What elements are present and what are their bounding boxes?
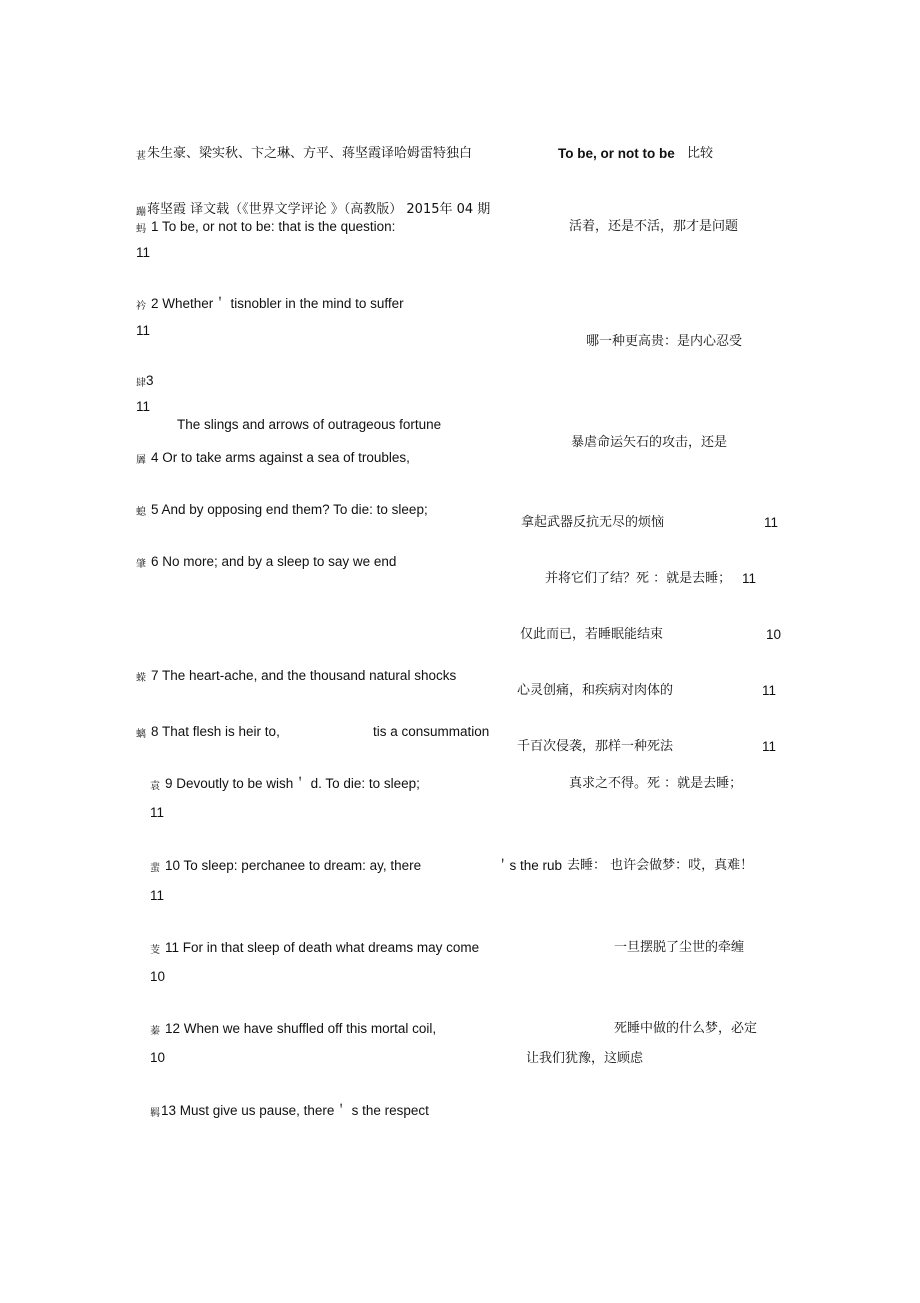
english-line: 2 Whether＇ tisnobler in the mind to suffer	[151, 296, 404, 311]
document-title: 朱生豪、梁实秋、卞之琳、方平、蒋坚霞译哈姆雷特独白	[147, 146, 473, 161]
syllable-count: 11	[762, 683, 777, 698]
syllable-count: 10	[150, 969, 166, 984]
margin-mark: 葚	[136, 151, 146, 162]
english-line: 11 For in that sleep of death what dreams may come	[165, 940, 480, 955]
margin-mark: 蝾	[136, 673, 146, 684]
english-line: 7 The heart-ache, and the thousand natural shocks	[151, 668, 457, 683]
compare-title-en: To be, or not to be	[558, 146, 675, 161]
margin-mark: 蓁	[150, 1026, 160, 1037]
source-citation: 蒋坚霞 译文载（《世界文学评论 》（高教版） 2015年 04 期	[147, 202, 491, 217]
chinese-line: 一旦摆脱了尘世的牵缠	[614, 940, 745, 955]
margin-mark: 肇	[136, 559, 146, 570]
margin-mark: 螅	[136, 507, 146, 518]
english-line: 10 To sleep: perchanee to dream: ay, there	[165, 858, 422, 873]
chinese-line: 仅此而已，若睡眠能结束	[520, 627, 664, 642]
chinese-line: 千百次侵袭，那样一种死法	[517, 739, 674, 754]
chinese-line: 拿起武器反抗无尽的烦恼	[521, 515, 665, 530]
syllable-count: 10	[766, 627, 782, 642]
margin-mark: 蜚	[150, 863, 160, 874]
english-line: 5 And by opposing end them? To die: to sleep;	[151, 502, 428, 517]
english-line-number: 3	[146, 373, 154, 388]
syllable-count: 11	[136, 399, 151, 414]
syllable-count: 11	[742, 571, 757, 586]
syllable-count: 11	[150, 805, 165, 820]
syllable-count: 11	[762, 739, 777, 754]
margin-mark: 衿	[136, 301, 146, 312]
english-line: 8 That flesh is heir to,	[151, 724, 280, 739]
english-line: 4 Or to take arms against a sea of troubles,	[151, 450, 410, 465]
english-line: 1 To be, or not to be: that is the question:	[151, 219, 396, 234]
margin-mark: 蹦	[136, 207, 146, 218]
syllable-count: 11	[150, 888, 165, 903]
english-line: 9 Devoutly to be wish＇ d. To die: to sleep;	[165, 776, 420, 791]
margin-mark: 袁	[150, 781, 160, 792]
margin-mark: 螭	[136, 729, 146, 740]
chinese-line: 让我们犹豫，这顾虑	[526, 1051, 644, 1066]
chinese-line: 暴虐命运矢石的攻击，还是	[571, 435, 728, 450]
syllable-count: 10	[150, 1050, 166, 1065]
english-line: The slings and arrows of outrageous fortune	[177, 417, 442, 432]
chinese-line: 并将它们了结？死 ：就是去睡；	[545, 571, 732, 586]
syllable-count: 11	[136, 245, 151, 260]
margin-mark: 羁	[150, 1108, 160, 1119]
chinese-line: 去睡： 也许会做梦：哎，真难！	[567, 858, 754, 873]
chinese-line: 哪一种更高贵：是内心忍受	[586, 334, 743, 349]
chinese-line: 真求之不得。死 ：就是去睡；	[569, 776, 743, 791]
margin-mark: 芰	[150, 945, 160, 956]
syllable-count: 11	[764, 515, 779, 530]
english-line-continuation: tis a consummation	[373, 724, 490, 739]
english-line: 13 Must give us pause, there＇ s the respect	[161, 1103, 429, 1118]
syllable-count: 11	[136, 323, 151, 338]
chinese-line: 死睡中做的什么梦，必定	[614, 1021, 758, 1036]
margin-mark: 蚂	[136, 224, 146, 235]
english-line-continuation: ＇s the rub	[496, 858, 563, 873]
english-line: 6 No more; and by a sleep to say we end	[151, 554, 397, 569]
chinese-line: 活着，还是不活，那才是问题	[569, 219, 739, 234]
margin-mark: 肆	[136, 378, 146, 389]
chinese-line: 心灵创痛，和疾病对肉体的	[517, 683, 674, 698]
english-line: 12 When we have shuffled off this mortal coil,	[165, 1021, 437, 1036]
compare-title-cn: 比较	[687, 146, 714, 161]
margin-mark: 羼	[136, 455, 146, 466]
